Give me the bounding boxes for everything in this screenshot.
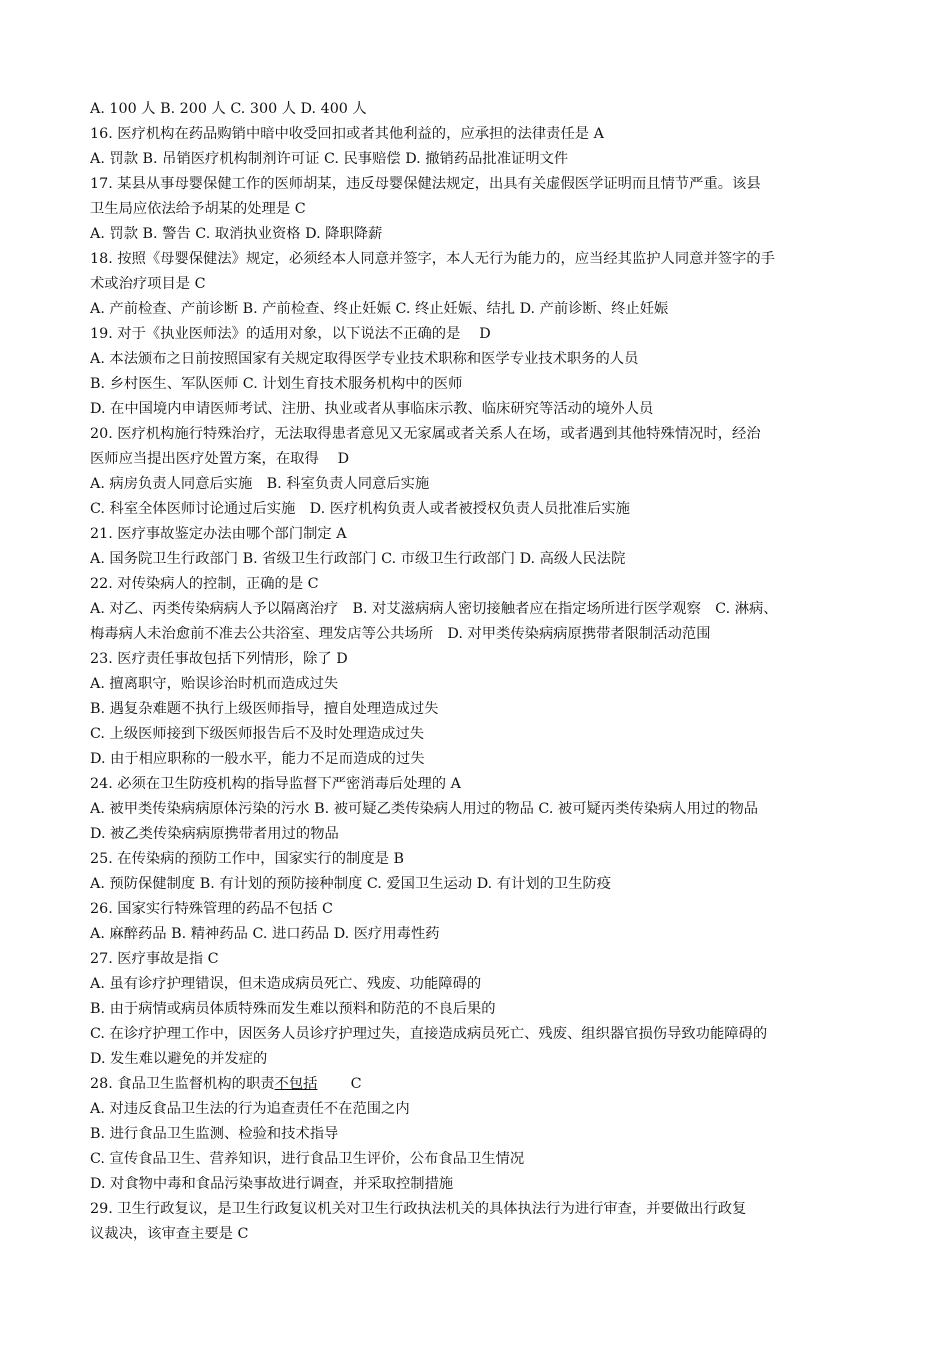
text-line (90, 97, 880, 122)
line-text: 26. 国家实行特殊管理的药品不包括 C (90, 901, 333, 917)
underlined-text: 不包括 (274, 1076, 318, 1092)
text-line (90, 1072, 880, 1097)
line-text: C. 上级医师接到下级医师报告后不及时处理造成过失 (90, 726, 425, 742)
line-text: C. 科室全体医师讨论通过后实施 D. 医疗机构负责人或者被授权负责人员批准后实施 (90, 501, 630, 517)
text-line (90, 922, 880, 947)
line-text: A. 罚款 B. 吊销医疗机构制剂许可证 C. 民事赔偿 D. 撤销药品批准证明文件 (90, 151, 569, 167)
text-line (90, 722, 880, 747)
line-text: 27. 医疗事故是指 C (90, 951, 219, 967)
line-text: 18. 按照《母婴保健法》规定，必须经本人同意并签字，本人无行为能力的，应当经其监护人同意并签字的手 (90, 251, 775, 267)
text-line (90, 347, 880, 372)
text-line (90, 322, 880, 347)
text-line (90, 472, 880, 497)
text-line (90, 272, 880, 297)
text-line (90, 1222, 880, 1247)
text-line (90, 772, 880, 797)
line-text: B. 遇复杂难题不执行上级医师指导，擅自处理造成过失 (90, 701, 439, 717)
line-text: 19. 对于《执业医师法》的适用对象，以下说法不正确的是 D (90, 326, 491, 342)
line-text: 16. 医疗机构在药品购销中暗中收受回扣或者其他利益的，应承担的法律责任是 A (90, 126, 604, 142)
line-text: 22. 对传染病人的控制，正确的是 C (90, 576, 319, 592)
text-line (90, 672, 880, 697)
text-line (90, 447, 880, 472)
line-text: A. 虽有诊疗护理错误，但未造成病员死亡、残废、功能障碍的 (90, 976, 482, 992)
line-text: A. 对违反食品卫生法的行为追查责任不在范围之内 (90, 1101, 410, 1117)
answer-text: C (317, 1076, 362, 1092)
document-page (90, 97, 880, 1247)
text-line (90, 822, 880, 847)
line-text: 29. 卫生行政复议，是卫生行政复议机关对卫生行政执法机关的具体执法行为进行审查，并要做出行政复 (90, 1201, 747, 1217)
text-line (90, 1022, 880, 1047)
line-text: A. 100 人 B. 200 人 C. 300 人 D. 400 人 (90, 101, 367, 117)
line-text: 术或治疗项目是 C (90, 276, 206, 292)
line-text: A. 病房负责人同意后实施 B. 科室负责人同意后实施 (90, 476, 430, 492)
line-text: 23. 医疗责任事故包括下列情形，除了 D (90, 651, 348, 667)
line-text: A. 预防保健制度 B. 有计划的预防接种制度 C. 爱国卫生运动 D. 有计划的卫生防疫 (90, 876, 612, 892)
line-text: D. 在中国境内申请医师考试、注册、执业或者从事临床示教、临床研究等活动的境外人员 (90, 401, 654, 417)
text-line (90, 172, 880, 197)
text-line (90, 747, 880, 772)
text-line (90, 622, 880, 647)
line-text: A. 本法颁布之日前按照国家有关规定取得医学专业技术职称和医学专业技术职务的人员 (90, 351, 639, 367)
text-line (90, 297, 880, 322)
line-text: D. 对食物中毒和食品污染事故进行调查，并采取控制措施 (90, 1176, 454, 1192)
line-text: C. 在诊疗护理工作中，因医务人员诊疗护理过失，直接造成病员死亡、残废、组织器官损伤导致功能障碍的 (90, 1026, 768, 1042)
line-text: A. 麻醉药品 B. 精神药品 C. 进口药品 D. 医疗用毒性药 (90, 926, 440, 942)
line-text: 议裁决，该审查主要是 C (90, 1226, 249, 1242)
text-line (90, 522, 880, 547)
text-line (90, 222, 880, 247)
line-text: 17. 某县从事母婴保健工作的医师胡某，违反母婴保健法规定，出具有关虚假医学证明而且情节严重。该县 (90, 176, 761, 192)
line-text: A. 国务院卫生行政部门 B. 省级卫生行政部门 C. 市级卫生行政部门 D. 高级人民法院 (90, 551, 626, 567)
line-text: 医师应当提出医疗处置方案，在取得 D (90, 451, 350, 467)
line-text: C. 宣传食品卫生、营养知识，进行食品卫生评价，公布食品卫生情况 (90, 1151, 525, 1167)
text-line (90, 647, 880, 672)
line-text: 梅毒病人未治愈前不准去公共浴室、理发店等公共场所 D. 对甲类传染病病原携带者限制活动范围 (90, 626, 711, 642)
text-line (90, 597, 880, 622)
line-text: D. 被乙类传染病病原携带者用过的物品 (90, 826, 339, 842)
text-line (90, 247, 880, 272)
line-text: B. 进行食品卫生监测、检验和技术指导 (90, 1126, 339, 1142)
text-line (90, 422, 880, 447)
text-line (90, 1172, 880, 1197)
line-text: 24. 必须在卫生防疫机构的指导监督下严密消毒后处理的 A (90, 776, 461, 792)
text-line (90, 1047, 880, 1072)
text-line (90, 572, 880, 597)
text-line (90, 997, 880, 1022)
text-line (90, 1147, 880, 1172)
text-line (90, 372, 880, 397)
text-line (90, 547, 880, 572)
text-line (90, 797, 880, 822)
text-line (90, 122, 880, 147)
line-text: 卫生局应依法给予胡某的处理是 C (90, 201, 306, 217)
line-text: B. 由于病情或病员体质特殊而发生难以预料和防范的不良后果的 (90, 1001, 496, 1017)
line-text: A. 罚款 B. 警告 C. 取消执业资格 D. 降职降薪 (90, 226, 383, 242)
line-text: A. 被甲类传染病病原体污染的污水 B. 被可疑乙类传染病人用过的物品 C. 被可疑丙类传染病人用过的物品 (90, 801, 759, 817)
text-line (90, 497, 880, 522)
line-text: D. 发生难以避免的并发症的 (90, 1051, 268, 1067)
text-line (90, 897, 880, 922)
text-line (90, 947, 880, 972)
text-line (90, 1197, 880, 1222)
text-line (90, 972, 880, 997)
line-text: A. 产前检查、产前诊断 B. 产前检查、终止妊娠 C. 终止妊娠、结扎 D. 产前诊断、终止妊娠 (90, 301, 669, 317)
line-text: A. 对乙、丙类传染病病人予以隔离治疗 B. 对艾滋病病人密切接触者应在指定场所进行医学观察 C. 淋病、 (90, 601, 778, 617)
line-text: 21. 医疗事故鉴定办法由哪个部门制定 A (90, 526, 347, 542)
text-line (90, 1122, 880, 1147)
text-line (90, 872, 880, 897)
line-text: 28. 食品卫生监督机构的职责 (90, 1076, 275, 1092)
line-text: B. 乡村医生、军队医师 C. 计划生育技术服务机构中的医师 (90, 376, 463, 392)
line-text: A. 擅离职守，贻误诊治时机而造成过失 (90, 676, 339, 692)
text-line (90, 697, 880, 722)
line-text: 25. 在传染病的预防工作中，国家实行的制度是 B (90, 851, 404, 867)
text-line (90, 397, 880, 422)
text-line (90, 147, 880, 172)
text-line (90, 847, 880, 872)
line-text: 20. 医疗机构施行特殊治疗，无法取得患者意见又无家属或者关系人在场，或者遇到其他特殊情况时，经治 (90, 426, 761, 442)
text-line (90, 197, 880, 222)
line-text: D. 由于相应职称的一般水平，能力不足而造成的过失 (90, 751, 425, 767)
text-line (90, 1097, 880, 1122)
